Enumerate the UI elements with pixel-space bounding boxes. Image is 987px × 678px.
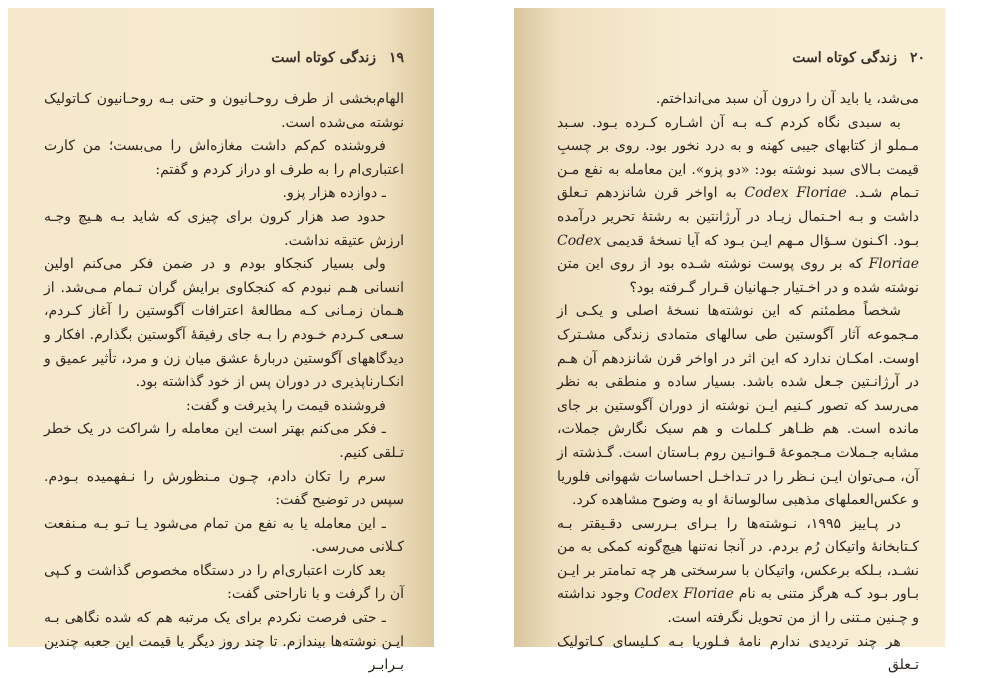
latin-term: Codex Floriae (557, 232, 919, 273)
text-run: هر چند تردیدی ندارم نامهٔ فـلوریا بـه کـلیسای کـاتولیک تـعلق (557, 633, 919, 674)
paragraph: ـ این معامله یا به نفع من تمام می‌شود یـا تـو بـه مـنفعت کـلانی می‌رسی. (44, 515, 404, 556)
page-header (271, 50, 404, 66)
running-title: زندگی کوتاه است (792, 50, 898, 66)
latin-term: Codex Floriae (634, 586, 734, 603)
paragraph: ـ دوازده هزار پزو. (282, 185, 386, 202)
page-body (44, 88, 404, 678)
page-body (557, 88, 919, 678)
right-page (514, 8, 945, 674)
paragraph: الهام‌بخشی از طرف روحـانیون و حتی بـه روحـانیون کـاتولیک نوشته می‌شده است. (44, 91, 404, 131)
running-title: زندگی کوتاه است (271, 50, 377, 66)
left-page (8, 8, 434, 674)
text-run: به سبدی نگاه کردم کـه بـه آن اشـاره کـرده بـود. سـبد مـملو از کتابهای جیبی کهنه و به درد نخور بود. روی بر چسبِ قیمت بـالای سبد نوشته بود: «دو پزو». این معامله به نفع مـن تـمام شـد. (557, 114, 920, 202)
text-run: به اواخر قرن شانزدهم تـعلق داشت و بـه احـتمال زیـاد در آرژانتین به رشتهٔ تحریر درآمده بـود. اکـنون سـؤال مـهم ایـن بـود که آیا نسخهٔ قدیمی (557, 185, 919, 249)
text-run: که بر روی پوست نوشته شـده بود از روی این متن نوشته شده و در اخـتیار جـهانیان قـرار گـرفته بود؟ (557, 256, 919, 296)
paragraph (557, 88, 919, 112)
text-run: شخصاً مطمئنم که این نوشته‌ها نسخهٔ اصلی و یکـی از مـجموعه آثار آگوستین طی سالهای متمادی زندگی مشـترک اوست. امکـان ندارد که این اثر در اواخر قرن شانزدهم آن هـم در آرژانـتین جـعل شده باشد. بسیار ساده و منطقی به نظر می‌رسد که تصور کـنیم ایـن نوشته از دوران آگوستین بر جای مانده است. هم ظـاهر کـلمات و هم سبک نگارش جملات، مشابه جـملات مـجموعهٔ قـوانـین روم بـاستان است. گـذشته از آن، مـی‌توان ایـن نـظر را در تـداخـل احساسات شهوانی فلوریا و عکس‌العملهای مذهبی سالوسانهٔ او به وضوح مشاهده کرد. (557, 303, 919, 509)
paragraph (557, 300, 919, 512)
page-number: ۱۹ (388, 50, 404, 66)
text-run: می‌شد، یا باید آن را درون آن سبد می‌انداختم. (655, 91, 919, 107)
paragraph (557, 112, 919, 301)
latin-term: Codex Floriae (744, 185, 847, 202)
paragraph (557, 631, 919, 678)
paragraph: ـ فکر می‌کنم بهتر است این معامله را شراکت در یک خطر تـلقی کنیم. (44, 421, 404, 461)
paragraph: بعد کارت اعتباری‌ام را در دستگاه مخصوص گذاشت و کـپی آن را گرفت و با ناراحتی گفت: (44, 562, 404, 603)
paragraph: فروشنده قیمت را پذیرفت و گفت: (186, 397, 386, 414)
paragraph: ـ حتی فرصت نکردم برای یک مرتبه هم که شده نگاهی بـه ایـن نوشته‌ها بیندازم. تا چند روز دیگر یا قیمت این جعبه چندین بـرابـر (44, 610, 404, 674)
paragraph: فروشنده کم‌کم داشت مغازه‌اش را می‌بست؛ من کارت اعتباری‌ام را به طرف او دراز کردم و گفتم: (44, 138, 404, 178)
page-header (792, 50, 925, 66)
text-run: وجود نداشته و چـنین مـتنی را از من تحویل نگرفته است. (557, 586, 919, 627)
paragraph: حدود صد هزار کرون برای چیزی که شاید بـه هـیچ وجـه ارزش عتیقه نداشت. (44, 208, 404, 249)
paragraph (557, 513, 919, 631)
text-run: در پـاییز ۱۹۹۵، نـوشته‌ها را بـرای بـررسی دقـیقتر بـه کـتابخانهٔ واتیکان رُم بردم. در آنجا نه‌تنها هیچ‌گونه کمکی به من نشـد، بـلکه برعکس، واتیکان با سرسختی هر چه تمامتر بر ایـن بـاور بـود کـه هرگز متنی به نام (557, 515, 919, 603)
paragraph: ولی بسیار کنجکاو بودم و در ضمن فکر می‌کنم اولین انسانی هـم نبودم که کنجکاوی برایش گران تـمام مـی‌شد. از هـمان زمـانی کـه مطالعهٔ اعترافات آگوستین را آغاز کـردم، سـعی کـردم خـودم را بـه جای رفیقهٔ آگوستین بگذارم. افکار و دیدگاههای آگوستین دربارهٔ عشق میان زن و مرد، تأثیر عمیق و انکـارناپذیری در دوران پس از خود گذاشته بود. (44, 256, 404, 391)
paragraph: سرم را تکان دادم، چـون مـنظورش را نـفهمیده بـودم. سپس در توضیح گفت: (44, 468, 404, 509)
page-number: ۲۰ (909, 50, 925, 66)
